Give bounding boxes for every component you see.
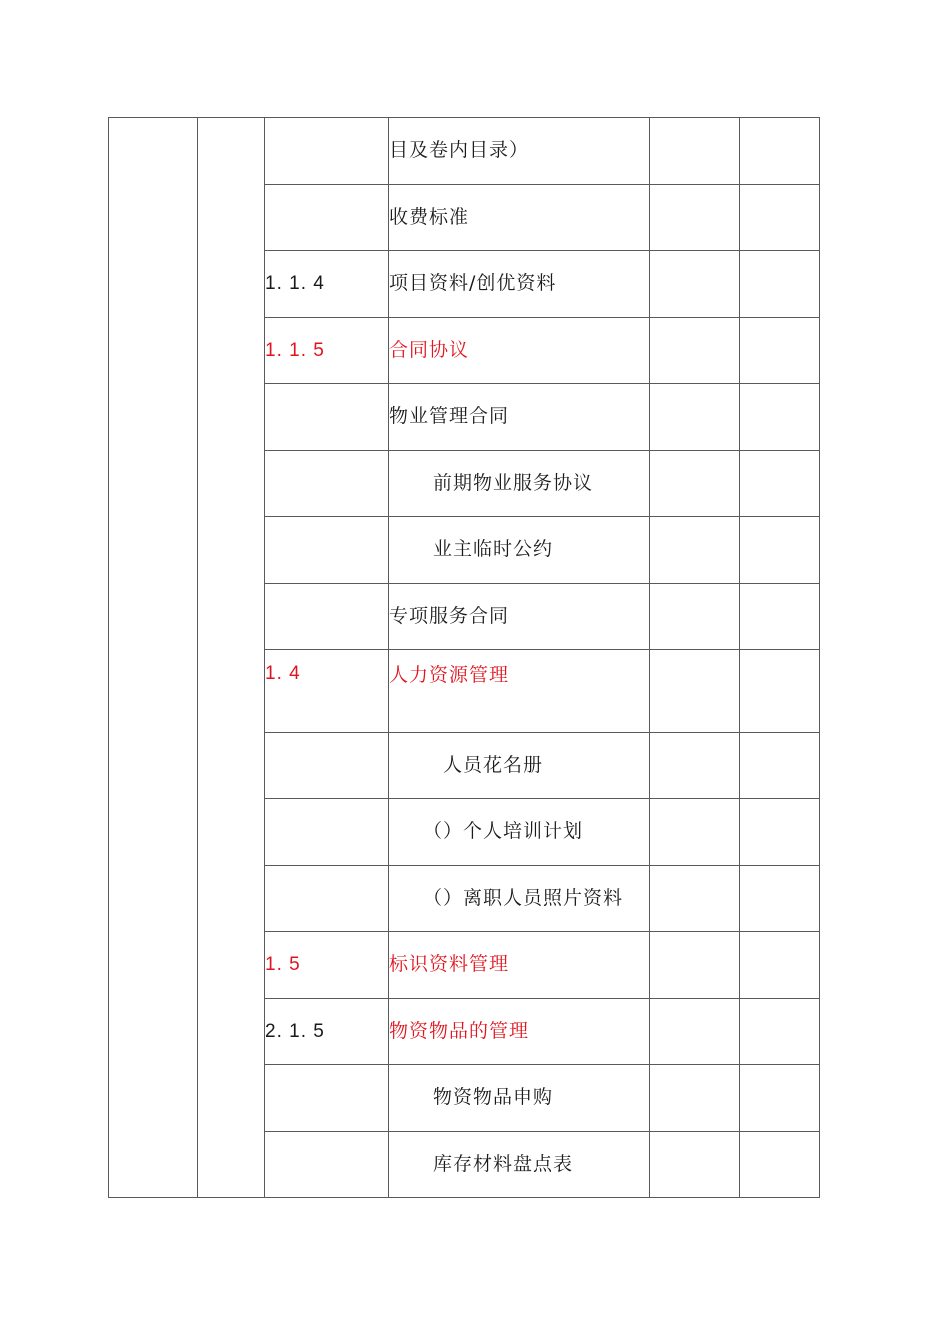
section-code: 1. 1. 5 [265,317,389,384]
empty-cell [650,118,740,185]
item-code: 2. 1. 5 [265,998,389,1065]
item-code [265,517,389,584]
item-name: 物资物品申购 [389,1065,650,1132]
item-name: （）个人培训计划 [389,799,650,866]
item-code [265,732,389,799]
item-code [265,583,389,650]
item-code [265,799,389,866]
empty-cell [740,517,820,584]
item-name: 项目资料/创优资料 [389,251,650,318]
empty-cell [740,1065,820,1132]
item-code [265,865,389,932]
empty-cell [740,732,820,799]
merged-category-cell [109,118,198,1198]
empty-cell [650,450,740,517]
item-name: 目及卷内目录） [389,118,650,185]
empty-cell [650,1065,740,1132]
item-name: 人员花名册 [389,732,650,799]
empty-cell [650,184,740,251]
item-code [265,118,389,185]
section-code: 1. 4 [265,650,389,733]
item-name: 物业管理合同 [389,384,650,451]
empty-cell [740,317,820,384]
empty-cell [740,1131,820,1198]
item-name: 收费标准 [389,184,650,251]
empty-cell [740,251,820,318]
empty-cell [740,998,820,1065]
empty-cell [740,118,820,185]
empty-cell [650,799,740,866]
empty-cell [740,932,820,999]
empty-cell [740,650,820,733]
empty-cell [740,865,820,932]
item-code [265,1065,389,1132]
item-name: （）离职人员照片资料 [389,865,650,932]
item-name: 前期物业服务协议 [389,450,650,517]
section-title: 合同协议 [389,317,650,384]
item-code [265,450,389,517]
empty-cell [650,1131,740,1198]
item-code [265,1131,389,1198]
empty-cell [650,517,740,584]
section-title: 人力资源管理 [389,650,650,733]
empty-cell [650,583,740,650]
empty-cell [650,251,740,318]
merged-subcategory-cell [198,118,265,1198]
empty-cell [740,184,820,251]
empty-cell [740,450,820,517]
empty-cell [740,583,820,650]
item-code: 1. 1. 4 [265,251,389,318]
item-name: 业主临时公约 [389,517,650,584]
empty-cell [650,732,740,799]
section-title: 物资物品的管理 [389,998,650,1065]
empty-cell [650,865,740,932]
item-code [265,384,389,451]
empty-cell [650,932,740,999]
empty-cell [740,799,820,866]
item-code [265,184,389,251]
item-name: 库存材料盘点表 [389,1131,650,1198]
section-code: 1. 5 [265,932,389,999]
item-name: 专项服务合同 [389,583,650,650]
empty-cell [650,998,740,1065]
section-title: 标识资料管理 [389,932,650,999]
table-row [109,118,820,185]
empty-cell [650,384,740,451]
archive-table [108,117,820,1198]
empty-cell [650,317,740,384]
empty-cell [650,650,740,733]
empty-cell [740,384,820,451]
